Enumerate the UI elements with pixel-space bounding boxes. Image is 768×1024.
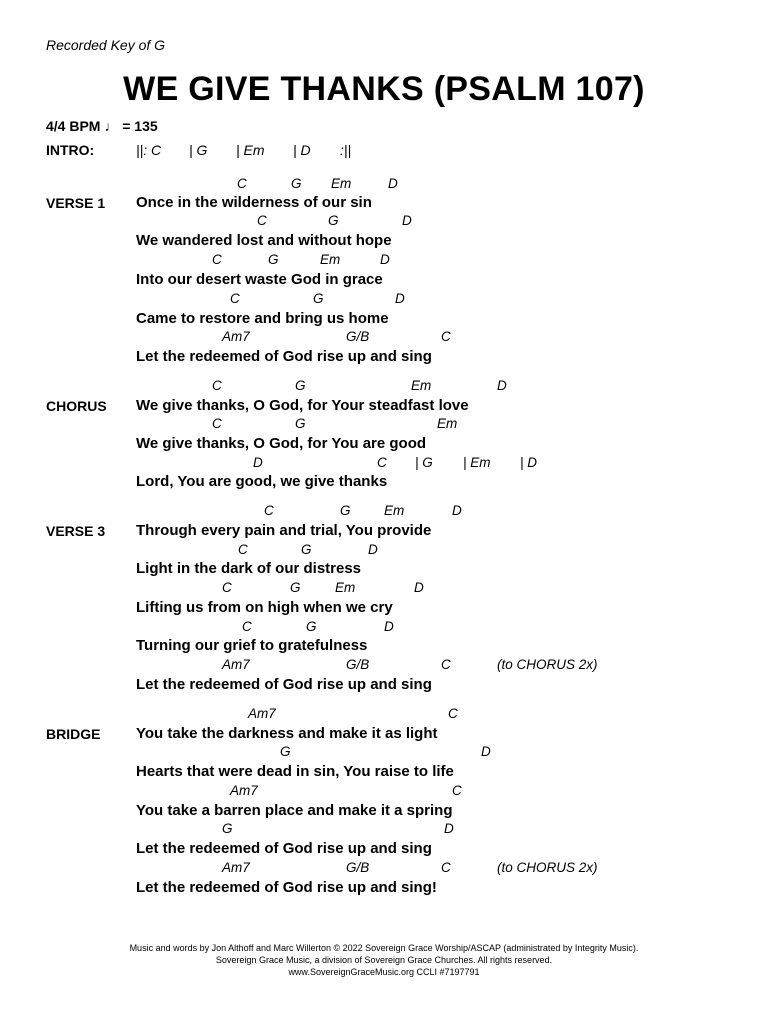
chord: C — [230, 291, 240, 306]
lyric-line: Let the redeemed of God rise up and sing — [136, 348, 432, 365]
chord: Em — [384, 503, 405, 518]
chord: G — [328, 213, 339, 228]
chord: C — [222, 580, 232, 595]
chord: D — [497, 378, 507, 393]
chord: | Em — [463, 455, 491, 470]
chord: D — [368, 542, 378, 557]
song-title: WE GIVE THANKS (PSALM 107) — [123, 70, 645, 108]
tempo-meta: 4/4 BPM ♩ = 135 — [46, 118, 158, 134]
chord: C — [242, 619, 252, 634]
chord: G — [306, 619, 317, 634]
lyric-line: Through every pain and trial, You provide — [136, 522, 432, 539]
chord: | G — [415, 455, 433, 470]
lyric-line: We wandered lost and without hope — [136, 232, 392, 249]
chord: C — [452, 783, 462, 798]
lyric-line: Let the redeemed of God rise up and sing — [136, 676, 432, 693]
chord: G — [280, 744, 291, 759]
chord: D — [414, 580, 424, 595]
intro-chord: :|| — [340, 142, 352, 158]
chord: D — [402, 213, 412, 228]
chord: D — [384, 619, 394, 634]
chord: Em — [437, 416, 458, 431]
chord: Am7 — [222, 657, 250, 672]
chord: C — [448, 706, 458, 721]
chord: G — [340, 503, 351, 518]
intro-label: INTRO: — [46, 142, 95, 158]
chord: G — [290, 580, 301, 595]
section-label-verse-1: VERSE 1 — [46, 195, 106, 211]
chord: Em — [335, 580, 356, 595]
chord: G — [295, 416, 306, 431]
lyric-line: Lifting us from on high when we cry — [136, 599, 393, 616]
intro-chord: | D — [293, 142, 311, 158]
chord: G/B — [346, 329, 370, 344]
copyright-line: Music and words by Jon Althoff and Marc Willerton © 2022 Sovereign Grace Worship/ASCAP (administrated by Integrity Music). — [129, 943, 639, 953]
lyric-line: You take the darkness and make it as light — [136, 725, 438, 742]
chord: G — [291, 176, 302, 191]
lyric-line: You take a barren place and make it a spring — [136, 802, 453, 819]
chord: | D — [520, 455, 538, 470]
chord: C — [377, 455, 387, 470]
chord: C — [237, 176, 247, 191]
chord: D — [388, 176, 398, 191]
lyric-line: We give thanks, O God, for You are good — [136, 435, 427, 452]
chorus-repeat-note: (to CHORUS 2x) — [497, 657, 598, 672]
chord: C — [212, 378, 222, 393]
recorded-key: Recorded Key of G — [46, 37, 166, 53]
chord: G — [295, 378, 306, 393]
chord: Em — [320, 252, 341, 267]
chord: Am7 — [222, 329, 250, 344]
chorus-repeat-note: (to CHORUS 2x) — [497, 860, 598, 875]
lyric-line: Let the redeemed of God rise up and sing — [136, 840, 432, 857]
chord: D — [452, 503, 462, 518]
chord: C — [441, 329, 451, 344]
section-label-bridge: BRIDGE — [46, 726, 101, 742]
chord: C — [212, 252, 222, 267]
chord: C — [441, 860, 451, 875]
lyric-line: Light in the dark of our distress — [136, 560, 362, 577]
chord: Em — [331, 176, 352, 191]
intro-chord: | Em — [236, 142, 265, 158]
chord: G — [313, 291, 324, 306]
lyric-line: Hearts that were dead in sin, You raise to life — [136, 763, 454, 780]
lyric-line: Lord, You are good, we give thanks — [136, 473, 388, 490]
section-label-chorus: CHORUS — [46, 398, 107, 414]
copyright-line: Sovereign Grace Music, a division of Sovereign Grace Churches. All rights reserved. — [215, 955, 553, 965]
chord: D — [253, 455, 263, 470]
chord: Am7 — [230, 783, 258, 798]
copyright-link[interactable]: www.SovereignGraceMusic.org CCLI #7197791 — [288, 967, 480, 977]
chord: C — [212, 416, 222, 431]
chord: D — [444, 821, 454, 836]
chord: C — [264, 503, 274, 518]
intro-chord: ||: C — [136, 142, 162, 158]
lyric-line: Came to restore and bring us home — [136, 310, 389, 327]
chord: G — [301, 542, 312, 557]
intro-chord: | G — [189, 142, 208, 158]
chord: Am7 — [222, 860, 250, 875]
lyric-line: We give thanks, O God, for Your steadfast love — [136, 397, 469, 414]
lyric-line: Once in the wilderness of our sin — [136, 194, 372, 211]
chord: Em — [411, 378, 432, 393]
section-label-verse-3: VERSE 3 — [46, 523, 106, 539]
chord: D — [395, 291, 405, 306]
chord: C — [238, 542, 248, 557]
chord: D — [481, 744, 491, 759]
chord: Am7 — [248, 706, 276, 721]
chord: G/B — [346, 860, 370, 875]
chord: G/B — [346, 657, 370, 672]
chord: G — [268, 252, 279, 267]
chord: G — [222, 821, 233, 836]
lyric-line: Let the redeemed of God rise up and sing! — [136, 879, 437, 896]
lyric-line: Turning our grief to gratefulness — [136, 637, 368, 654]
chord: D — [380, 252, 390, 267]
lyric-line: Into our desert waste God in grace — [136, 271, 383, 288]
chord: C — [441, 657, 451, 672]
chord: C — [257, 213, 267, 228]
